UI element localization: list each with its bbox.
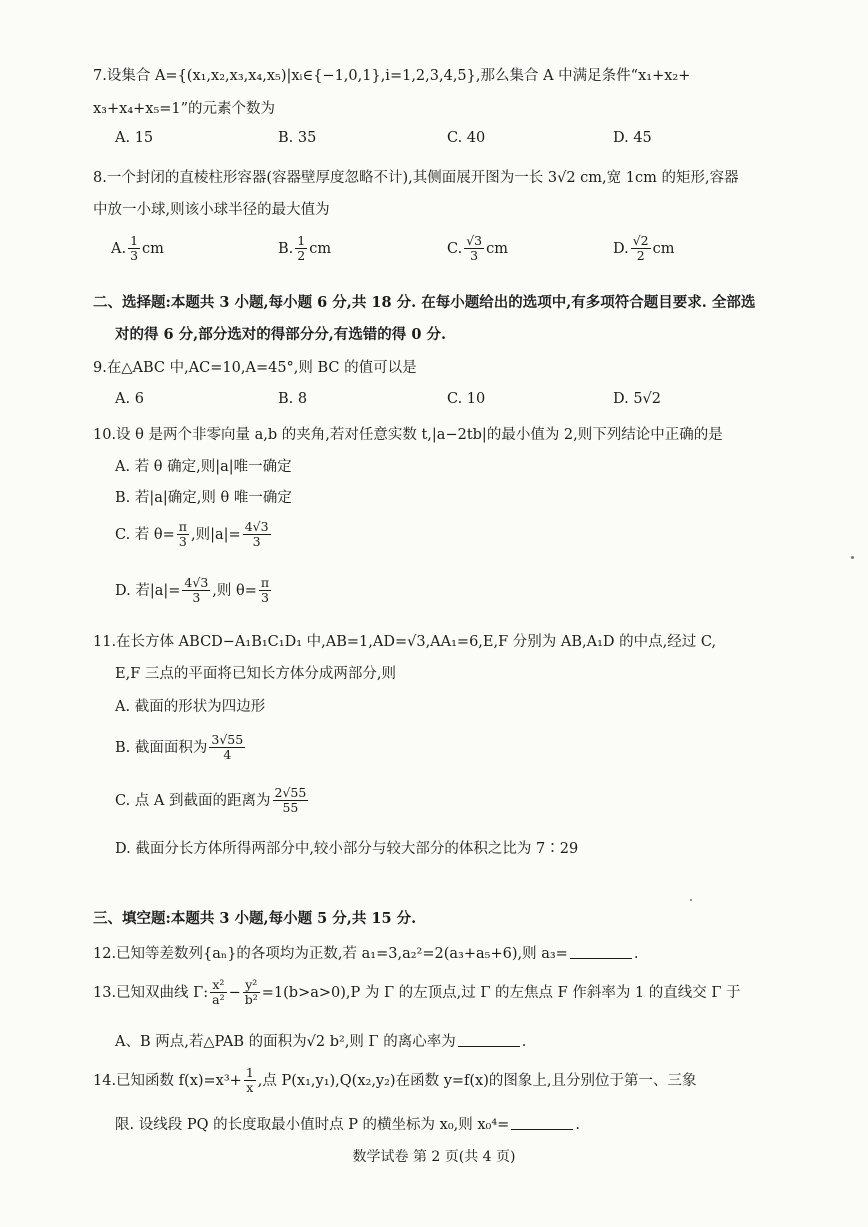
q14-line1: 14.已知函数 f(x)=x³+ $\frac{1}{x}$ ,点 P(x₁,y₁),Q(x₂,y₂)在函数 y=f(x)的图象上,且分别位于第一、三象 bbox=[93, 1065, 697, 1096]
q11-option-a: A. 截面的形状为四边形 bbox=[115, 699, 266, 715]
q9-option-c: C. 10 bbox=[447, 391, 486, 407]
q12-answer-blank[interactable] bbox=[570, 957, 632, 959]
section3-heading: 三、填空题:本题共 3 小题,每小题 5 分,共 15 分. bbox=[93, 910, 417, 927]
q11-option-c: C. 点 A 到截面的距离为 $\frac{2√55}{55}$ bbox=[115, 785, 307, 816]
q9-option-b: B. 8 bbox=[278, 391, 308, 407]
q9-text: 9.在△ABC 中,AC=10,A=45°,则 BC 的值可以是 bbox=[93, 360, 417, 376]
q11-line2: E,F 三点的平面将已知长方体分成两部分,则 bbox=[115, 666, 396, 682]
q10-option-b: B. 若|a|确定,则 θ 唯一确定 bbox=[115, 490, 292, 506]
scan-speck bbox=[851, 556, 854, 559]
q10-text: 10.设 θ 是两个非零向量 a,b 的夹角,若对任意实数 t,|a−2tb|的最小值为 2,则下列结论中正确的是 bbox=[93, 427, 723, 443]
q9-option-a: A. 6 bbox=[115, 391, 144, 407]
q12-text: 12.已知等差数列{aₙ}的各项均为正数,若 a₁=3,a₂²=2(a₃+a₅+6),则 a₃= . bbox=[93, 946, 639, 962]
q13-line1: 13.已知双曲线 Γ: $\frac{\text{x²}}{\text{a²}}$ − $\frac{\text{y²}}{\text{b²}}$ =1(b>a>0),P 为 Γ 的左顶点,过 Γ 的左焦点 F 作斜率为 1 的直线交 Γ 于 bbox=[93, 977, 741, 1008]
q7-line1: 7.设集合 A={(x₁,x₂,x₃,x₄,x₅)|xᵢ∈{−1,0,1},i=1,2,3,4,5},那么集合 A 中满足条件“x₁+x₂+ bbox=[93, 68, 691, 84]
q11-option-d: D. 截面分长方体所得两部分中,较小部分与较大部分的体积之比为 7∶29 bbox=[115, 841, 579, 857]
scan-speck bbox=[690, 899, 692, 901]
q11-line1: 11.在长方体 ABCD−A₁B₁C₁D₁ 中,AB=1,AD=√3,AA₁=6,E,F 分别为 AB,A₁D 的中点,经过 C, bbox=[93, 634, 717, 650]
q7-option-a: A. 15 bbox=[115, 130, 154, 146]
section2-heading-line2: 对的得 6 分,部分选对的得部分分,有选错的得 0 分. bbox=[115, 326, 447, 343]
q10-option-c: C. 若 θ= $\frac{\pi}{3}$ ,则|a|= $\frac{4√3}{3}$ bbox=[115, 519, 269, 550]
q13-answer-blank[interactable] bbox=[458, 1045, 520, 1047]
q7-option-d: D. 45 bbox=[613, 130, 652, 146]
q8-option-c: C. $\frac{√3}{3}$ cm bbox=[447, 233, 508, 264]
q7-option-b: B. 35 bbox=[278, 130, 317, 146]
q8-option-d: D. $\frac{√2}{2}$ cm bbox=[613, 233, 675, 264]
q8-line2: 中放一小球,则该小球半径的最大值为 bbox=[93, 202, 330, 218]
q8-option-a: A. $\frac{1}{3}$ cm bbox=[111, 233, 164, 264]
q13-line2: A、B 两点,若△PAB 的面积为√2 b²,则 Γ 的离心率为 . bbox=[115, 1034, 527, 1050]
section2-heading-line1: 二、选择题:本题共 3 小题,每小题 6 分,共 18 分. 在每小题给出的选项中,有多项符合题目要求. 全部选 bbox=[93, 294, 756, 311]
q8-line1: 8.一个封闭的直棱柱形容器(容器壁厚度忽略不计),其侧面展开图为一长 3√2 cm,宽 1cm 的矩形,容器 bbox=[93, 170, 739, 186]
q11-option-b: B. 截面面积为 $\frac{3√55}{4}$ bbox=[115, 732, 244, 763]
q8-option-b: B. $\frac{1}{2}$ cm bbox=[278, 233, 332, 264]
q10-option-a: A. 若 θ 确定,则|a|唯一确定 bbox=[115, 459, 292, 475]
q14-line2: 限. 设线段 PQ 的长度取最小值时点 P 的横坐标为 x₀,则 x₀⁴= . bbox=[115, 1117, 580, 1133]
q7-option-c: C. 40 bbox=[447, 130, 486, 146]
q7-line2: x₃+x₄+x₅=1”的元素个数为 bbox=[93, 101, 276, 117]
q10-option-d: D. 若|a|= $\frac{4√3}{3}$ ,则 θ= $\frac{\pi}{3}$ bbox=[115, 575, 270, 606]
q9-option-d: D. 5√2 bbox=[613, 391, 662, 407]
page-footer: 数学试卷 第 2 页(共 4 页) bbox=[352, 1149, 516, 1165]
q14-answer-blank[interactable] bbox=[511, 1128, 573, 1130]
